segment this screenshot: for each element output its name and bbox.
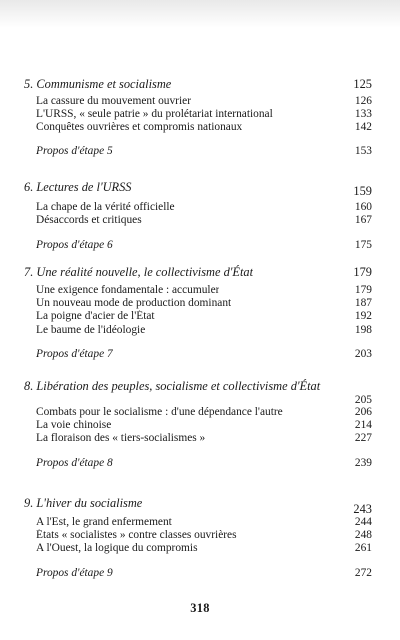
section-list: [36, 406, 372, 446]
chapter-heading: [24, 496, 372, 516]
section-page: 214: [354, 419, 372, 432]
propos-page: 153: [354, 144, 372, 157]
section-title: Une exigence fondamentale : accumuler: [36, 284, 220, 296]
section-entry: [36, 542, 372, 555]
section-entry: [36, 529, 372, 542]
propos-page: 203: [354, 347, 372, 360]
section-title: La cassure du mouvement ouvrier: [36, 95, 191, 107]
section-page: 198: [354, 323, 372, 336]
section-list: [36, 516, 372, 556]
propos-title: Propos d'étape 5: [36, 144, 113, 157]
section-entry: [36, 297, 372, 310]
section-page: 227: [354, 432, 372, 445]
section-entry: [36, 406, 372, 419]
section-entry: [36, 284, 372, 297]
propos-etape-entry: [36, 348, 372, 361]
toc-chapter-9: [24, 496, 372, 580]
propos-title: Propos d'étape 8: [36, 456, 113, 469]
section-title: États « socialistes » contre classes ouvrières: [36, 529, 237, 542]
chapter-number: 6.: [24, 180, 34, 194]
section-entry: [36, 419, 372, 432]
propos-page: 272: [354, 566, 372, 579]
chapter-title-text: Lectures de l'URSS: [36, 180, 132, 194]
chapter-title-text: Une réalité nouvelle, le collectivisme d'État: [36, 265, 254, 279]
propos-etape-entry: [36, 239, 372, 252]
section-title: Conquêtes ouvrières et compromis nationaux: [36, 121, 243, 134]
section-title: La poigne d'acier de l'État: [36, 310, 155, 323]
section-entry: [36, 324, 372, 337]
section-title: La floraison des « tiers-socialismes »: [36, 432, 206, 445]
section-page: 179: [354, 284, 372, 296]
section-page: 192: [354, 310, 372, 323]
section-title: Désaccords et critiques: [36, 214, 142, 227]
section-title: A l'Est, le grand enfermement: [36, 516, 172, 528]
section-list: [36, 201, 372, 227]
section-entry: [36, 214, 372, 227]
section-page: 261: [354, 542, 372, 555]
chapter-page: 205: [354, 394, 372, 406]
section-page: 167: [354, 214, 372, 227]
chapter-number: 9.: [24, 496, 34, 510]
propos-title: Propos d'étape 7: [36, 347, 113, 360]
section-entry: [36, 108, 372, 121]
chapter-heading: [24, 379, 372, 393]
chapter-heading: [24, 77, 372, 91]
chapter-title-text: Libération des peuples, socialisme et collectivisme d'État: [36, 379, 321, 393]
propos-page: 175: [354, 239, 372, 252]
toc-chapter-8: [24, 379, 372, 470]
page-folio: 318: [190, 601, 210, 615]
toc-chapter-6: [24, 180, 372, 253]
section-title: Le baume de l'idéologie: [36, 323, 146, 336]
chapter-title-text: L'hiver du socialisme: [36, 496, 143, 510]
section-entry: [36, 121, 372, 134]
section-list: [36, 95, 372, 135]
chapter-title: [24, 180, 132, 194]
section-page: 160: [354, 201, 372, 213]
chapter-title-text: Communisme et socialisme: [36, 77, 172, 91]
section-title: La voie chinoise: [36, 419, 112, 432]
chapter-title: [24, 265, 253, 279]
section-entry: [36, 310, 372, 323]
section-entry: [36, 432, 372, 445]
section-page: 248: [354, 529, 372, 542]
chapter-heading: [24, 265, 372, 279]
section-title: A l'Ouest, la logique du compromis: [36, 542, 198, 555]
scan-top-shadow: [0, 0, 400, 28]
chapter-title: [24, 77, 171, 91]
chapter-page: 243: [353, 502, 372, 516]
propos-etape-entry: [36, 457, 372, 470]
section-title: Un nouveau mode de production dominant: [36, 297, 232, 310]
section-list: [36, 284, 372, 337]
propos-page: 239: [354, 456, 372, 469]
chapter-number: 5.: [24, 77, 34, 91]
section-page: 133: [354, 108, 372, 121]
propos-etape-entry: [36, 567, 372, 580]
section-page: 244: [354, 516, 372, 528]
toc-chapter-5: [24, 77, 372, 158]
chapter-title: [24, 496, 142, 510]
section-title: Combats pour le socialisme : d'une dépendance l'autre: [36, 406, 283, 418]
chapter-heading: [24, 180, 372, 198]
section-page: 187: [354, 297, 372, 310]
section-entry: [36, 516, 372, 529]
section-entry: [36, 95, 372, 108]
section-entry: [36, 201, 372, 214]
chapter-number: 7.: [24, 265, 34, 279]
section-page: 142: [354, 121, 372, 134]
propos-title: Propos d'étape 9: [36, 566, 113, 579]
chapter-page: 159: [353, 184, 372, 198]
chapter-page: 125: [353, 77, 372, 91]
section-page: 126: [354, 95, 372, 107]
propos-title: Propos d'étape 6: [36, 239, 113, 252]
section-title: La chape de la vérité officielle: [36, 201, 175, 213]
chapter-number: 8.: [24, 379, 34, 393]
propos-etape-entry: [36, 145, 372, 158]
section-page: 206: [354, 406, 372, 418]
chapter-page: 179: [353, 265, 372, 279]
section-title: L'URSS, « seule patrie » du prolétariat international: [36, 108, 273, 121]
toc-chapter-7: [24, 265, 372, 361]
